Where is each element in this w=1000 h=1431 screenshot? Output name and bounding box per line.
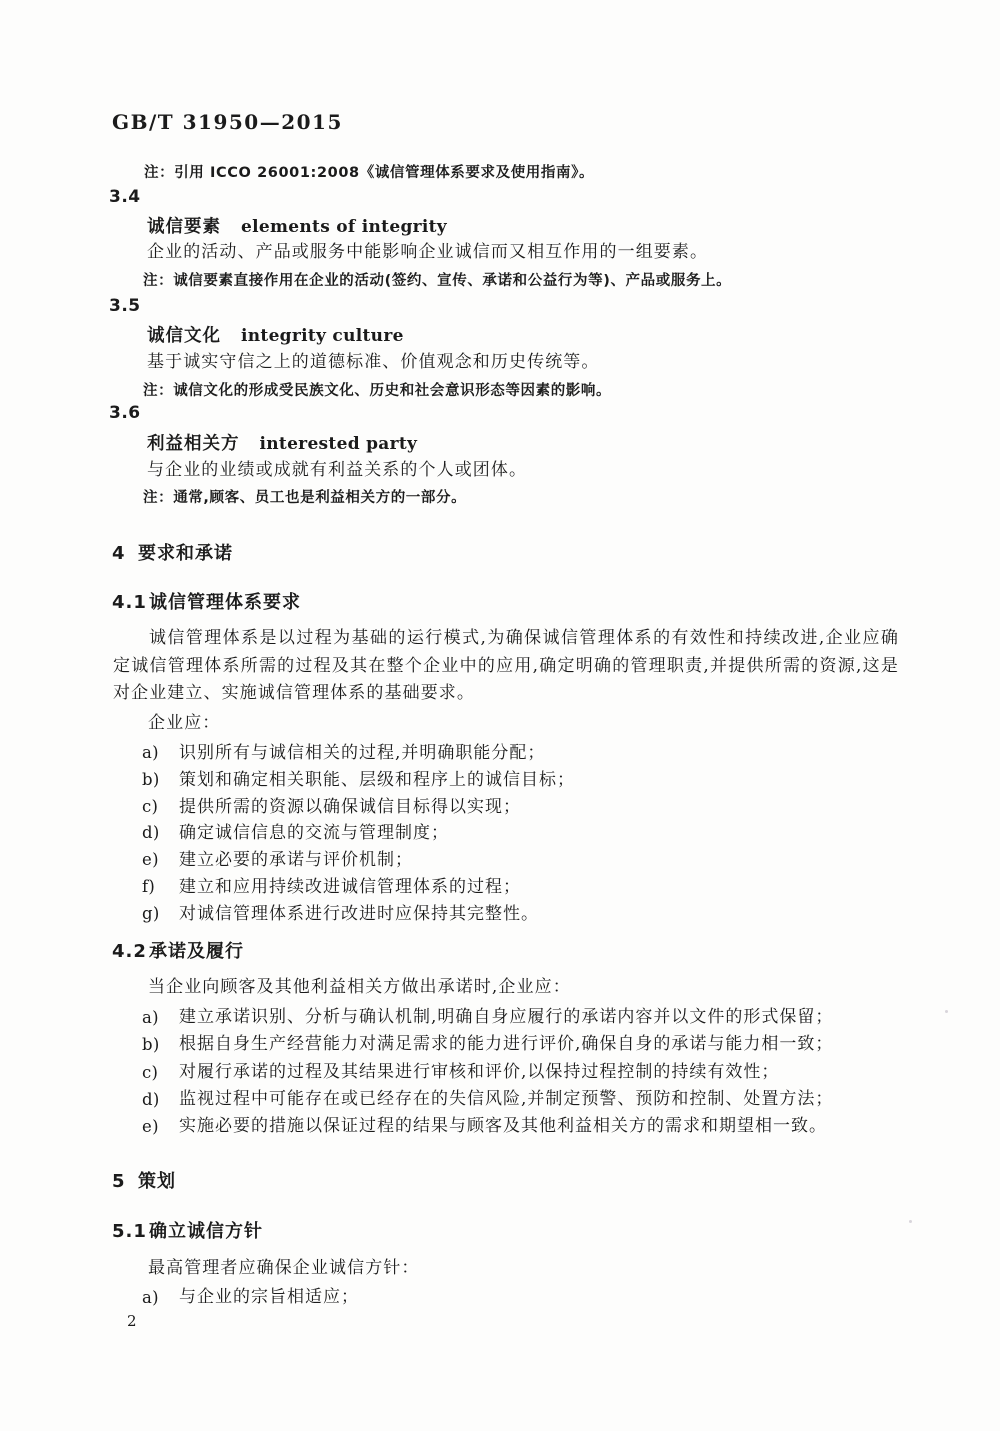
definition-note-3-6: 注：通常,顾客、员工也是利益相关方的一部分。: [143, 490, 467, 506]
clause-4-1-paragraph: 诚信管理体系是以过程为基础的运行模式,为确保诚信管理体系的有效性和持续改进,企业应确定诚信管理体系所需的过程及其在整个企业中的应用,确定明确的管理职责,并提供所需的资源,这是对企业建立、实施诚信管理体系的基础要求。: [113, 628, 899, 703]
term-chinese: 利益相关方: [147, 434, 240, 454]
standard-number-header: GB/T 31950—2015: [112, 110, 343, 134]
list-item-text: 建立承诺识别、分析与确认机制,明确自身应履行的承诺内容并以文件的形式保留；: [179, 1007, 834, 1027]
icco-reference-note: 注：引用 ICCO 26001:2008《诚信管理体系要求及使用指南》。: [144, 165, 595, 181]
section-title: 要求和承诺: [138, 543, 233, 564]
clause-number: 4.2: [112, 941, 147, 962]
clause-number: 4.1: [112, 592, 147, 613]
clause-4-1-list: [142, 740, 942, 928]
term-line-3-4: [147, 213, 447, 238]
list-item-text: 与企业的宗旨相适应；: [179, 1287, 359, 1307]
list-item-label: f): [142, 876, 156, 896]
term-chinese: 诚信要素: [147, 217, 221, 237]
section-number: 5: [112, 1171, 126, 1192]
term-english: elements of integrity: [241, 217, 447, 237]
list-item: [142, 1113, 942, 1140]
list-item-label: b): [142, 1035, 160, 1055]
definition-text-3-6: 与企业的业绩或成就有利益关系的个人或团体。: [147, 460, 528, 480]
list-item: [142, 1059, 942, 1086]
clause-5-1-heading: [112, 1217, 263, 1243]
page-number: 2: [127, 1312, 138, 1330]
list-item-label: a): [142, 1288, 159, 1307]
clause-4-2-list: [142, 1004, 942, 1140]
definition-text-3-5: 基于诚实守信之上的道德标准、价值观念和历史传统等。: [147, 352, 600, 372]
list-item-text: 实施必要的措施以保证过程的结果与顾客及其他利益相关方的需求和期望相一致。: [179, 1116, 827, 1137]
clause-number-3-5: 3.5: [109, 296, 141, 316]
term-line-3-6: [147, 430, 417, 455]
list-item: [142, 1031, 942, 1058]
clause-5-1-list-lead: 最高管理者应确保企业诚信方针：: [148, 1258, 420, 1278]
list-item-label: c): [142, 1062, 159, 1082]
section-5-heading: [112, 1167, 176, 1193]
scan-speck: [945, 1010, 948, 1013]
definition-text-3-4: 企业的活动、产品或服务中能影响企业诚信而又相互作用的一组要素。: [147, 242, 709, 262]
term-english: integrity culture: [241, 326, 404, 346]
list-item: [142, 820, 942, 847]
list-item-text: 对诚信管理体系进行改进时应保持其完整性。: [179, 903, 539, 924]
section-number: 4: [112, 543, 126, 564]
list-item: [142, 1086, 942, 1113]
section-title: 策划: [138, 1171, 176, 1192]
list-item-text: 监视过程中可能存在或已经存在的失信风险,并制定预警、预防和控制、处置方法；: [179, 1088, 834, 1109]
clause-5-1-list: [142, 1284, 942, 1311]
clause-number-3-6: 3.6: [109, 403, 141, 423]
list-item: [142, 901, 942, 928]
list-item: [142, 794, 942, 821]
list-item-label: g): [142, 903, 160, 923]
clause-4-1-list-lead: 企业应：: [148, 713, 221, 733]
clause-number: 5.1: [112, 1221, 147, 1242]
list-item-label: a): [142, 1008, 159, 1027]
list-item: [142, 1004, 942, 1031]
term-line-3-5: [147, 322, 404, 347]
list-item-label: a): [142, 743, 159, 762]
definition-note-3-4: 注：诚信要素直接作用在企业的活动(签约、宣传、承诺和公益行为等)、产品或服务上。: [143, 273, 732, 289]
list-item: [142, 874, 942, 901]
list-item: [142, 767, 942, 794]
clause-4-2-heading: [112, 937, 244, 963]
list-item-label: d): [142, 1089, 160, 1109]
list-item-text: 根据自身生产经营能力对满足需求的能力进行评价,确保自身的承诺与能力相一致；: [179, 1034, 834, 1055]
list-item: [142, 847, 942, 874]
list-item-label: e): [142, 1117, 159, 1137]
clause-title: 承诺及履行: [149, 941, 244, 962]
clause-4-2-list-lead: 当企业向顾客及其他利益相关方做出承诺时,企业应：: [148, 977, 571, 997]
list-item-label: c): [142, 796, 159, 816]
list-item-text: 建立和应用持续改进诚信管理体系的过程；: [179, 876, 521, 897]
definition-note-3-5: 注：诚信文化的形成受民族文化、历史和社会意识形态等因素的影响。: [143, 383, 612, 399]
list-item-text: 确定诚信信息的交流与管理制度；: [179, 823, 449, 844]
list-item-label: b): [142, 769, 160, 789]
list-item-text: 对履行承诺的过程及其结果进行审核和评价,以保持过程控制的持续有效性；: [179, 1061, 780, 1082]
term-english: interested party: [259, 434, 418, 454]
list-item-text: 建立必要的承诺与评价机制；: [179, 850, 413, 871]
list-item-text: 提供所需的资源以确保诚信目标得以实现；: [179, 796, 521, 817]
section-4-heading: [112, 539, 233, 565]
term-chinese: 诚信文化: [147, 326, 221, 346]
list-item-text: 识别所有与诚信相关的过程,并明确职能分配；: [179, 743, 546, 763]
list-item-label: d): [142, 823, 160, 843]
list-item-label: e): [142, 850, 159, 870]
clause-title: 诚信管理体系要求: [149, 592, 301, 613]
clause-title: 确立诚信方针: [149, 1221, 263, 1242]
list-item-text: 策划和确定相关职能、层级和程序上的诚信目标；: [179, 769, 575, 790]
scan-speck: [909, 1220, 912, 1223]
list-item: [142, 740, 942, 767]
clause-number-3-4: 3.4: [109, 187, 141, 207]
clause-4-1-heading: [112, 588, 301, 614]
list-item: [142, 1284, 942, 1311]
